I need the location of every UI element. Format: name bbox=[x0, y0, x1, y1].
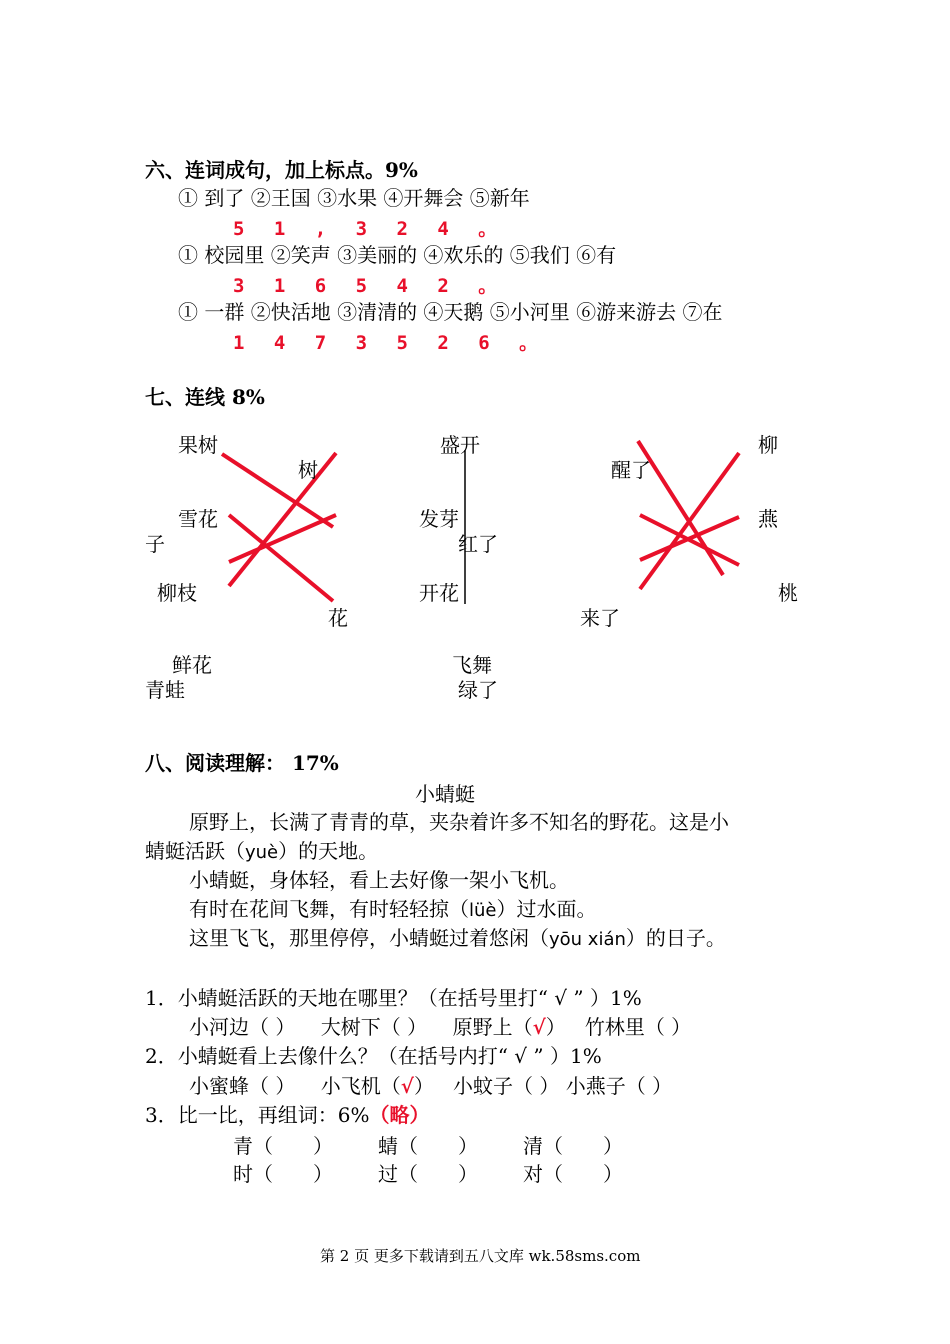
story-text: ）的日子。 bbox=[625, 926, 726, 950]
pinyin-youxian: yōu xián bbox=[549, 929, 626, 950]
option-xiaohebian: 小河边（ ） bbox=[189, 1015, 296, 1039]
question-1-options bbox=[189, 1014, 691, 1040]
word-xianhua: 鲜花 bbox=[172, 653, 212, 677]
check-mark-answer: √ bbox=[532, 1015, 546, 1039]
word-feiwu: 飞舞 bbox=[452, 653, 492, 677]
option-yuanyeshang bbox=[453, 1015, 566, 1039]
word-group-row1-c3: 清（ ） bbox=[523, 1134, 623, 1158]
question-3-text: 3．比一比，再组词：6% bbox=[145, 1103, 370, 1127]
word-lvle: 绿了 bbox=[458, 678, 498, 702]
word-kaihua: 开花 bbox=[419, 581, 459, 605]
story-text: ）的天地。 bbox=[278, 839, 379, 863]
question-3-answer: （略） bbox=[369, 1103, 430, 1127]
story-title: 小蜻蜓 bbox=[415, 782, 475, 806]
question-1: 1．小蜻蜓活跃的天地在哪里？（在括号里打“ √ ” ）1% bbox=[145, 986, 642, 1010]
section8-title: 八、阅读理解： 17% bbox=[145, 751, 339, 775]
word-group-row1-c1: 青（ ） bbox=[233, 1134, 333, 1158]
story-para3 bbox=[189, 896, 596, 924]
option-dashuxia: 大树下（ ） bbox=[320, 1015, 428, 1039]
section6-q3-answer: 1 4 7 3 5 2 6 。 bbox=[233, 332, 548, 354]
question-2: 2．小蜻蜓看上去像什么？（在括号内打“ √ ” ）1% bbox=[145, 1044, 602, 1068]
option-xiaowenzi: 小蚊子（ ） bbox=[453, 1074, 560, 1098]
section6-q2-answer: 3 1 6 5 4 2 。 bbox=[233, 275, 507, 297]
check-mark-answer: √ bbox=[400, 1074, 414, 1098]
option-text: ） bbox=[545, 1015, 566, 1039]
story-text: 蜻蜓活跃（ bbox=[145, 839, 245, 863]
word-shengkai: 盛开 bbox=[440, 433, 480, 457]
word-laile: 来了 bbox=[580, 606, 620, 630]
word-group-row2-c1: 时（ ） bbox=[233, 1162, 333, 1186]
pinyin-lue: lüè bbox=[469, 900, 497, 921]
section7-title: 七、连线 8% bbox=[145, 385, 265, 409]
word-zi: 子 bbox=[145, 532, 165, 556]
word-qingwa: 青蛙 bbox=[145, 678, 185, 702]
pinyin-yue: yuè bbox=[245, 842, 279, 863]
story-para1-line1: 原野上，长满了青青的草，夹杂着许多不知名的野花。这是小 bbox=[189, 810, 729, 834]
section6-q1-answer: 5 1 , 3 2 4 。 bbox=[233, 218, 507, 240]
word-hua: 花 bbox=[328, 606, 348, 630]
word-yan: 燕 bbox=[758, 507, 778, 531]
option-xiaofeiji bbox=[321, 1074, 434, 1098]
option-text: ） bbox=[413, 1074, 434, 1098]
option-zhulinli: 竹林里（ ） bbox=[584, 1015, 692, 1039]
story-text: ）过水面。 bbox=[496, 897, 597, 921]
word-hongle: 红了 bbox=[458, 532, 498, 556]
option-text: 小飞机（ bbox=[320, 1074, 401, 1098]
section6-q3-words: ① 一群 ②快活地 ③清清的 ④天鹅 ⑤小河里 ⑥游来游去 ⑦在 bbox=[178, 300, 723, 324]
question-3 bbox=[145, 1102, 429, 1128]
story-para4 bbox=[189, 925, 726, 953]
story-para1-line2 bbox=[145, 838, 378, 866]
word-liu: 柳 bbox=[758, 433, 778, 457]
word-group-row1-c2: 蜻（ ） bbox=[378, 1134, 478, 1158]
section6-q2-words: ① 校园里 ②笑声 ③美丽的 ④欢乐的 ⑤我们 ⑥有 bbox=[178, 243, 617, 267]
word-shu: 树 bbox=[298, 458, 318, 482]
option-xiaoyanzi: 小燕子（ ） bbox=[565, 1074, 673, 1098]
word-liuzhi: 柳枝 bbox=[157, 581, 197, 605]
word-group-row2-c3: 对（ ） bbox=[523, 1162, 623, 1186]
option-text: 原野上（ bbox=[452, 1015, 533, 1039]
word-group-row2-c2: 过（ ） bbox=[378, 1162, 478, 1186]
page-footer: 第 2 页 更多下载请到五八文库 wk.58sms.com bbox=[320, 1247, 641, 1265]
word-xingle: 醒了 bbox=[611, 458, 651, 482]
story-text: 这里飞飞，那里停停，小蜻蜓过着悠闲（ bbox=[189, 926, 549, 950]
word-guoshu: 果树 bbox=[178, 433, 218, 457]
word-tao: 桃 bbox=[778, 581, 798, 605]
question-2-options bbox=[189, 1073, 672, 1099]
option-xiaomifeng: 小蜜蜂（ ） bbox=[189, 1074, 296, 1098]
match-line bbox=[229, 515, 333, 601]
section6-q1-words: ① 到了 ②王国 ③水果 ④开舞会 ⑤新年 bbox=[178, 186, 530, 210]
word-xuehua: 雪花 bbox=[178, 507, 218, 531]
story-para2: 小蜻蜓，身体轻，看上去好像一架小飞机。 bbox=[189, 868, 569, 892]
section6-title: 六、连词成句，加上标点。9% bbox=[145, 158, 418, 182]
word-faya: 发芽 bbox=[419, 507, 459, 531]
story-text: 有时在花间飞舞，有时轻轻掠（ bbox=[189, 897, 469, 921]
